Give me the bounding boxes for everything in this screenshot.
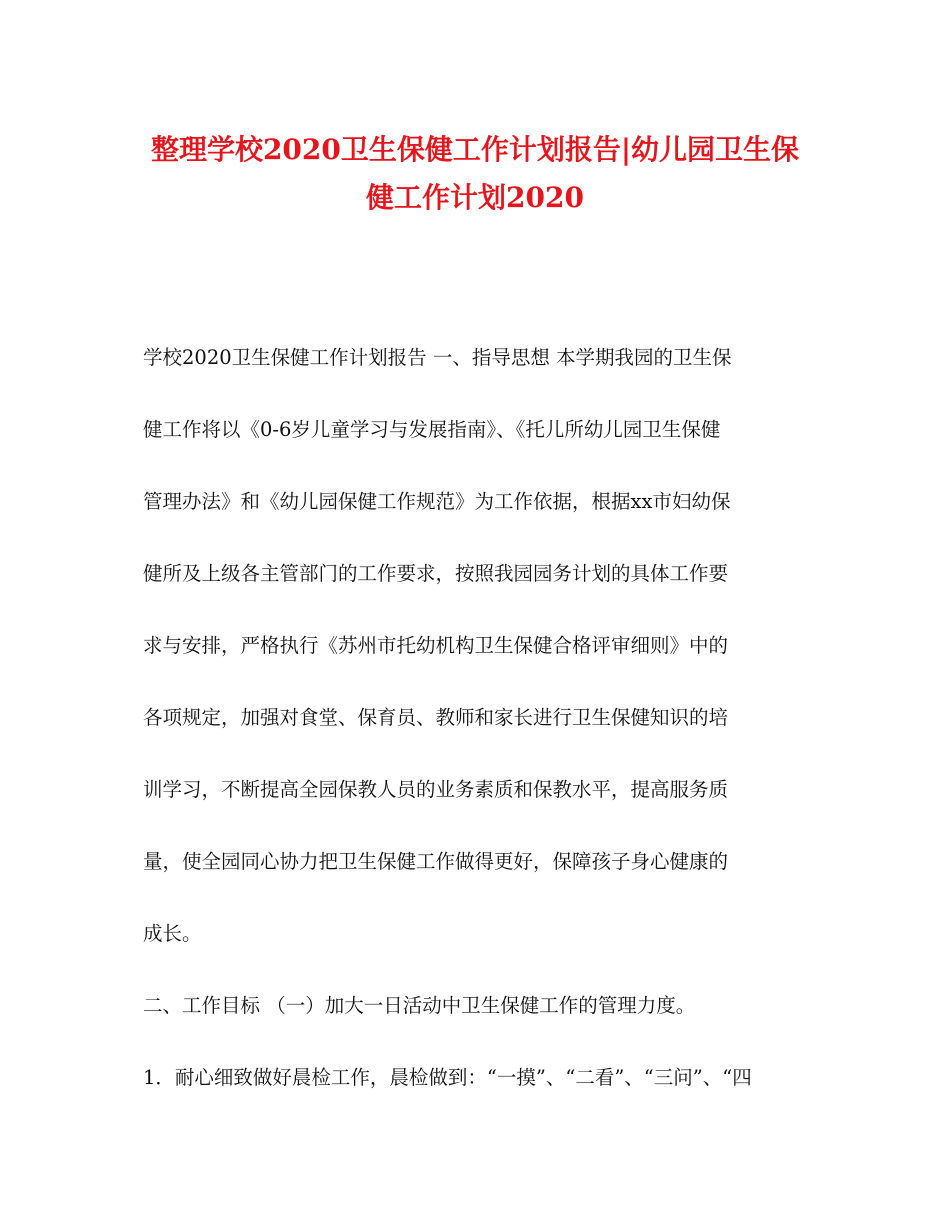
title-line: 整理学校2020卫生保健工作计划报告|幼儿园卫生保 xyxy=(150,133,800,166)
document-title xyxy=(100,126,850,222)
body-line: 健所及上级各主管部门的工作要求，按照我园园务计划的具体工作要 xyxy=(143,562,729,585)
body-line: 训学习，不断提高全园保教人员的业务素质和保教水平，提高服务质 xyxy=(143,778,729,801)
body-line: 学校2020卫生保健工作计划报告 一、指导思想 本学期我园的卫生保 xyxy=(143,346,732,369)
body-line: 二、工作目标 （一）加大一日活动中卫生保健工作的管理力度。 xyxy=(143,994,696,1017)
body-line: 管理办法》和《幼儿园保健工作规范》为工作依据，根据xx市妇幼保 xyxy=(143,490,731,513)
body-line: 1．耐心细致做好晨检工作，晨检做到：“一摸”、“二看”、“三问”、“四 xyxy=(143,1066,752,1089)
body-line: 健工作将以《0-6岁儿童学习与发展指南》、《托儿所幼儿园卫生保健 xyxy=(143,418,721,441)
body-line: 求与安排，严格执行《苏州市托幼机构卫生保健合格评审细则》中的 xyxy=(143,634,729,657)
title-line: 健工作计划2020 xyxy=(366,181,584,214)
body-line: 成长。 xyxy=(143,922,202,945)
document-body xyxy=(143,336,823,1128)
body-line: 各项规定，加强对食堂、保育员、教师和家长进行卫生保健知识的培 xyxy=(143,706,729,729)
body-line: 量，使全园同心协力把卫生保健工作做得更好，保障孩子身心健康的 xyxy=(143,850,729,873)
